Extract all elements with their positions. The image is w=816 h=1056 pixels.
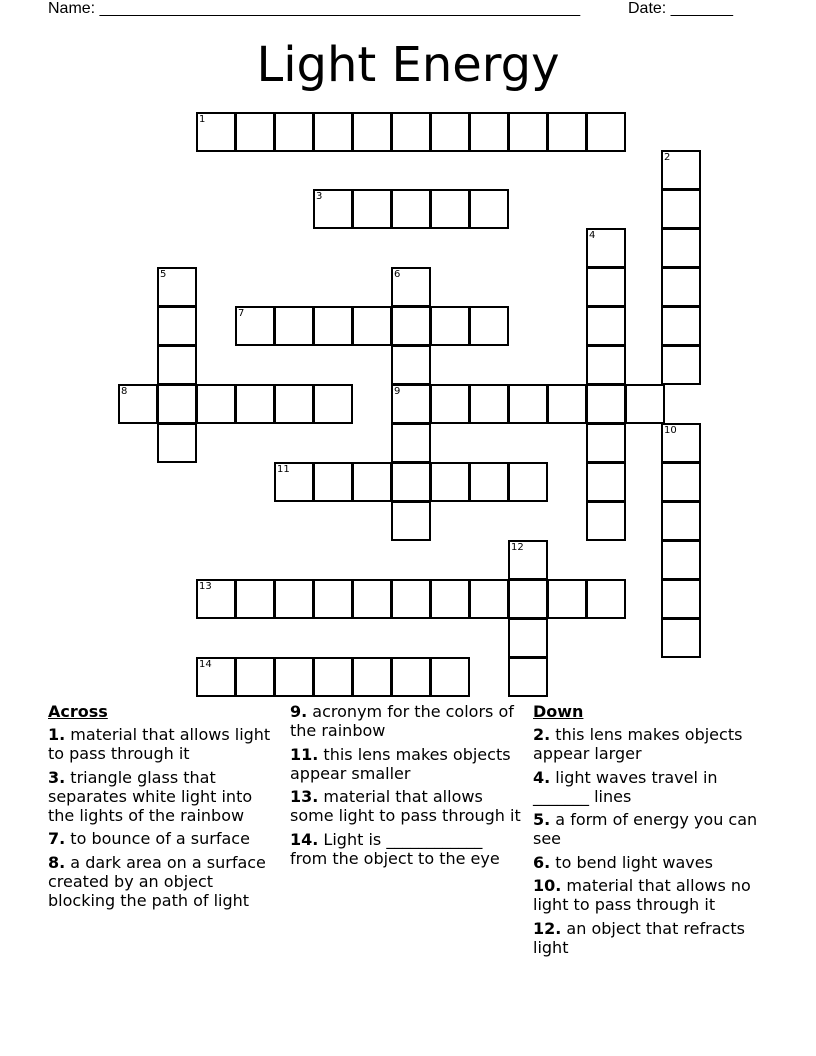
clue-item [533,919,765,958]
crossword-cell[interactable] [391,462,431,502]
crossword-cell[interactable] [469,112,509,152]
crossword-cell[interactable] [661,189,701,229]
clue-number-label: 4 [589,230,596,241]
clue-number: 4. [533,767,551,787]
clue-number: 14. [290,829,319,849]
clue-text: Light is ____________ from the object to the eye [290,829,500,869]
clue-text: light waves travel in _______ lines [533,767,718,806]
crossword-cell[interactable] [430,462,470,502]
crossword-cell[interactable] [586,112,626,152]
crossword-cell[interactable] [508,384,548,424]
crossword-cell[interactable] [274,384,314,424]
clue-number: 5. [533,810,551,830]
crossword-cell[interactable] [547,579,587,619]
clue-text: an object that refracts light [533,918,745,957]
crossword-cell[interactable] [469,579,509,619]
crossword-cell[interactable] [469,462,509,502]
crossword-cell[interactable] [157,345,197,385]
crossword-cell[interactable] [508,657,548,697]
clue-text: acronym for the colors of the rainbow [290,702,514,741]
clue-text: triangle glass that separates white light into the lights of the rainbow [48,767,253,826]
clue-number-label: 6 [394,269,401,280]
crossword-cell[interactable] [469,306,509,346]
clue-text: this lens makes objects appear larger [533,725,743,764]
clue-item [48,853,280,911]
crossword-cell[interactable] [391,189,431,229]
crossword-cell[interactable] [235,384,275,424]
clue-item [290,702,522,741]
crossword-cell[interactable] [352,657,392,697]
clue-text: material that allows some light to pass through it [290,787,521,826]
crossword-cell[interactable] [313,112,353,152]
clue-number-label: 2 [664,152,671,163]
clue-item [533,725,765,764]
crossword-cell[interactable] [235,657,275,697]
clue-text: material that allows no light to pass through it [533,876,751,915]
crossword-cell[interactable] [274,657,314,697]
crossword-cell[interactable] [235,579,275,619]
crossword-cell[interactable] [508,618,548,658]
crossword-cell[interactable] [430,579,470,619]
crossword-cell[interactable] [274,579,314,619]
crossword-cell[interactable] [313,384,353,424]
crossword-cell[interactable] [661,306,701,346]
crossword-cell[interactable] [661,540,701,580]
crossword-cell[interactable] [274,112,314,152]
clue-number-label: 14 [199,659,212,670]
crossword-cell[interactable] [157,306,197,346]
clue-item [48,725,280,764]
crossword-cell[interactable] [625,384,665,424]
clue-item [533,853,765,872]
crossword-cell[interactable] [547,112,587,152]
clue-text: this lens makes objects appear smaller [290,744,511,783]
crossword-cell[interactable] [661,228,701,268]
crossword-cell[interactable] [586,579,626,619]
crossword-cell[interactable] [391,501,431,541]
crossword-cell[interactable] [352,189,392,229]
crossword-cell[interactable] [661,267,701,307]
crossword-cell[interactable] [391,657,431,697]
clue-text: material that allows light to pass through it [48,725,271,764]
crossword-cell[interactable] [661,345,701,385]
clue-item [290,745,522,784]
crossword-cell[interactable] [313,657,353,697]
clue-number: 11. [290,744,319,764]
crossword-cell[interactable] [469,384,509,424]
clue-number: 13. [290,787,319,807]
crossword-cell[interactable] [157,423,197,463]
date-field-label: Date: _______ [628,0,733,17]
crossword-cell[interactable] [547,384,587,424]
crossword-cell[interactable] [661,618,701,658]
crossword-cell[interactable] [586,306,626,346]
clue-number: 12. [533,918,562,938]
name-field-label: Name: ______________________________________________________ [48,0,581,17]
crossword-cell[interactable] [391,423,431,463]
crossword-cell[interactable] [430,189,470,229]
crossword-cell[interactable] [196,384,236,424]
clue-text: a dark area on a surface created by an object blocking the path of light [48,852,266,911]
clue-number: 8. [48,852,66,872]
crossword-cell[interactable] [661,501,701,541]
crossword-cell[interactable] [469,189,509,229]
crossword-cell[interactable] [352,579,392,619]
clue-text: to bend light waves [550,852,713,872]
clue-item [48,829,280,848]
clues-across-column-2 [290,702,522,872]
clue-number: 2. [533,725,551,744]
clue-number-label: 12 [511,542,524,553]
crossword-cell[interactable] [430,657,470,697]
clue-number-label: 11 [277,464,290,475]
crossword-cell[interactable] [430,384,470,424]
clue-number-label: 10 [664,425,677,436]
crossword-cell[interactable] [586,501,626,541]
clue-number-label: 7 [238,308,245,319]
clues-across-column-1 [48,702,280,915]
crossword-cell[interactable] [508,462,548,502]
crossword-cell[interactable] [391,306,431,346]
crossword-cell[interactable] [508,112,548,152]
crossword-cell[interactable] [274,306,314,346]
clue-number-label: 9 [394,386,401,397]
crossword-cell[interactable] [235,112,275,152]
crossword-cell[interactable] [352,462,392,502]
crossword-cell[interactable] [586,462,626,502]
crossword-cell[interactable] [430,306,470,346]
clue-number-label: 8 [121,386,128,397]
crossword-cell[interactable] [352,112,392,152]
crossword-cell[interactable] [586,267,626,307]
page-title: Light Energy [256,37,560,93]
crossword-cell[interactable] [586,423,626,463]
clue-number: 10. [533,876,562,896]
clue-number: 7. [48,829,66,849]
clue-number: 1. [48,725,66,744]
clue-item [533,876,765,915]
down-heading: Down [533,702,584,721]
clue-number: 9. [290,702,308,721]
crossword-cell[interactable] [661,579,701,619]
clues-down-column [533,702,765,961]
crossword-cell[interactable] [352,306,392,346]
crossword-cell[interactable] [157,384,197,424]
clue-item [533,768,765,807]
crossword-cell[interactable] [430,112,470,152]
across-heading: Across [48,702,108,721]
crossword-cell[interactable] [391,345,431,385]
crossword-cell[interactable] [508,579,548,619]
clue-number-label: 13 [199,581,212,592]
clue-number-label: 3 [316,191,323,202]
clue-text: to bounce of a surface [65,829,250,849]
clue-item [533,810,765,849]
clue-number: 3. [48,767,66,787]
crossword-cell[interactable] [391,112,431,152]
clue-item [290,830,522,869]
crossword-cell[interactable] [313,462,353,502]
crossword-cell[interactable] [313,306,353,346]
crossword-cell[interactable] [313,579,353,619]
clue-item [290,787,522,826]
clue-item [48,768,280,826]
crossword-cell[interactable] [586,384,626,424]
clue-text: a form of energy you can see [533,810,758,849]
crossword-cell[interactable] [586,345,626,385]
crossword-cell[interactable] [661,462,701,502]
crossword-cell[interactable] [391,579,431,619]
clue-number-label: 5 [160,269,167,280]
clue-number-label: 1 [199,114,206,125]
clue-number: 6. [533,852,551,872]
